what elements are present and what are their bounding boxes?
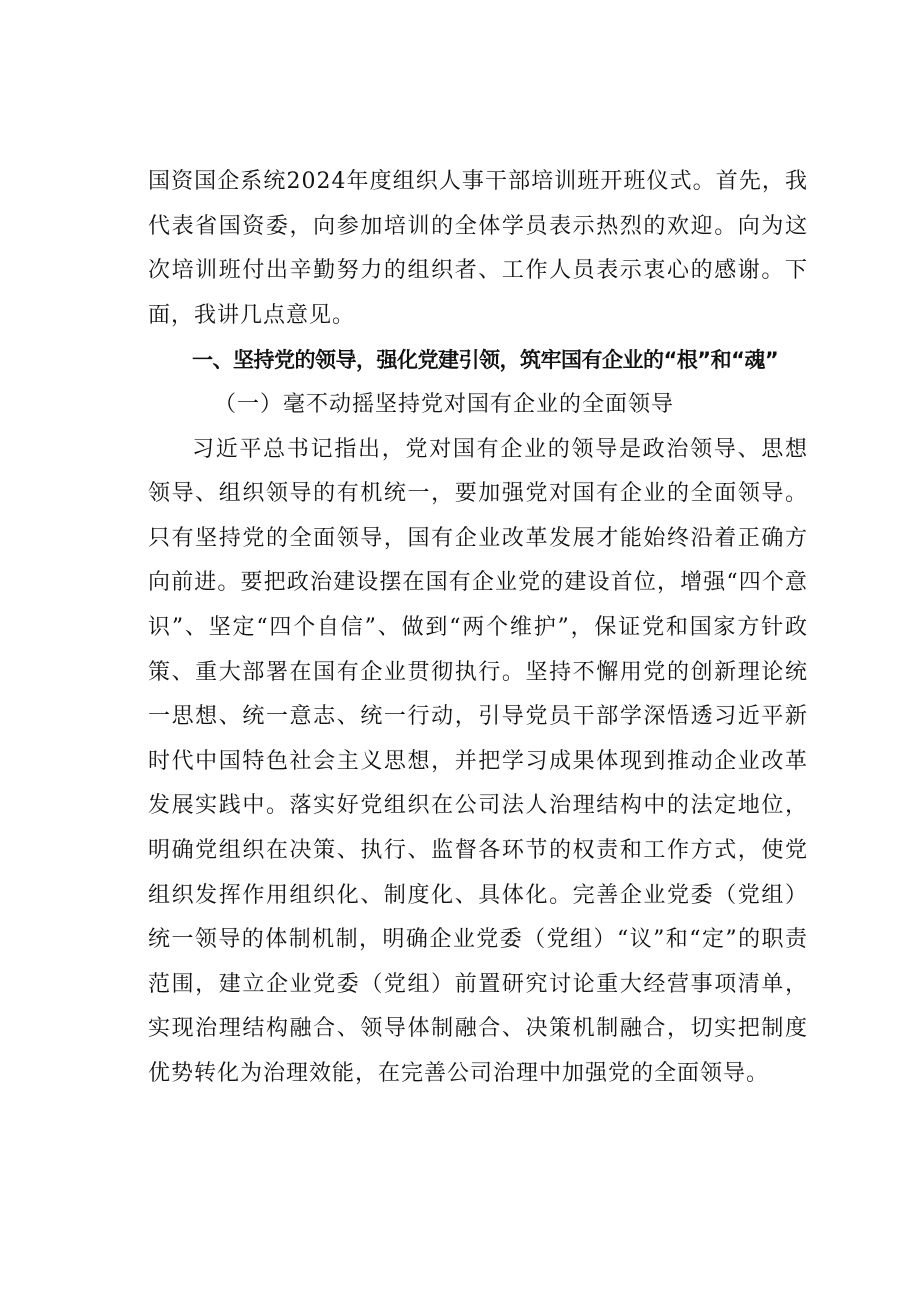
section-heading: 一、坚持党的领导，强化党建引领，筑牢国有企业的“根”和“魂” [192, 348, 779, 373]
subsection-heading: （一）毫不动摇坚持党对国有企业的全面领导 [214, 391, 675, 417]
body-paragraph: 习近平总书记指出，党对国有企业的领导是政治领导、思想领导、组织领导的有机统一，要加强党对国有企业的全面领导。只有坚持党的全面领导，国有企业改革发展才能始终沿着正确方向前进。要把政治建设摆在国有企业党的建设首位，增强“四个意识”、坚定“四个自信”、做到“两个维护”，保证党和国家方针政策、重大部署在国有企业贯彻执行。坚持不懈用党的创新理论统一思想、统一意志、统一行动，引导党员干部学深悟透习近平新时代中国特色社会主义思想，并把学习成果体现到推动企业改革发展实践中。落实好党组织在公司法人治理结构中的法定地位，明确党组织在决策、执行、监督各环节的权责和工作方式，使党组织发挥作用组织化、制度化、具体化。完善企业党委（党组）统一领导的体制机制，明确企业党委（党组）“议”和“定”的职责范围，建立企业党委（党组）前置研究讨论重大经营事项清单，实现治理结构融合、领导体制融合、决策机制融合，切实把制度优势转化为治理效能，在完善公司治理中加强党的全面领导。 [148, 436, 808, 1086]
document-body [148, 160, 808, 1096]
opening-paragraph: 国资国企系统2024年度组织人事干部培训班开班仪式。首先，我代表省国资委，向参加培训的全体学员表示热烈的欢迎。向为这次培训班付出辛勤努力的组织者、工作人员表示衷心的感谢。下面，我讲几点意见。 [148, 169, 808, 328]
